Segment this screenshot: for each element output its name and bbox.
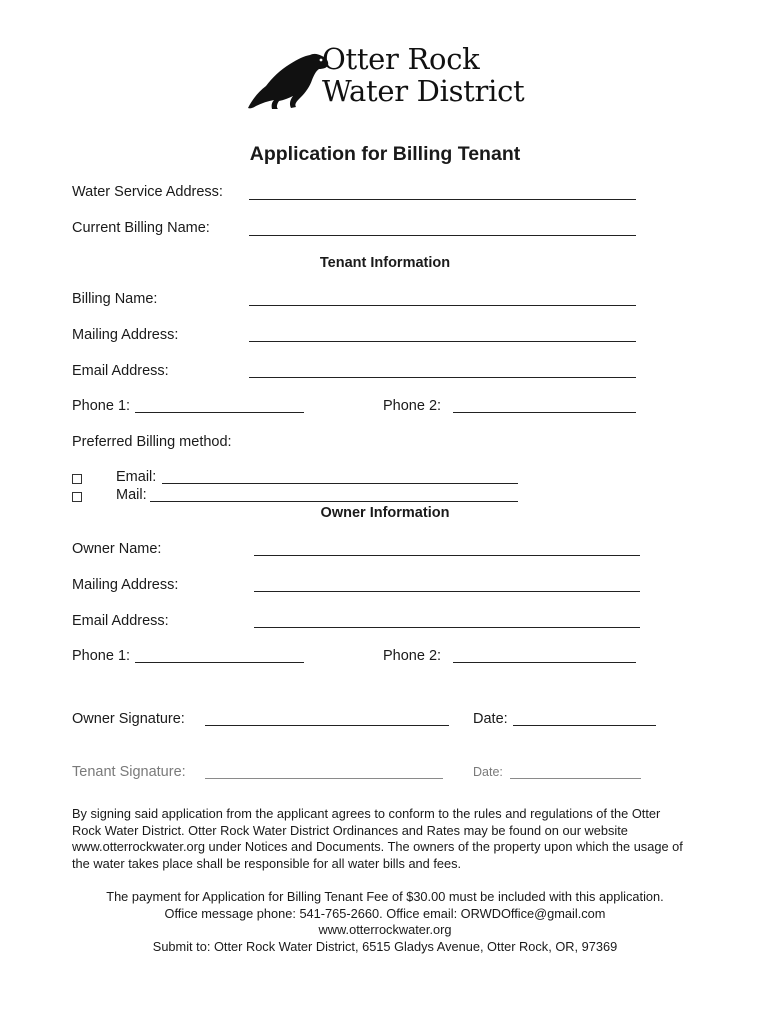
water-service-address-field[interactable] (249, 199, 636, 200)
email-option-label: Email: (116, 469, 157, 485)
tenant-billing-name-label: Billing Name: (72, 291, 158, 307)
tenant-signature-field[interactable] (205, 778, 443, 779)
owner-name-field[interactable] (254, 555, 640, 556)
mail-option-label: Mail: (116, 487, 147, 503)
owner-phone1-field[interactable] (135, 662, 304, 663)
tenant-mailing-address-label: Mailing Address: (72, 327, 179, 343)
tenant-phone1-label: Phone 1: (72, 398, 131, 414)
owner-phone2-field[interactable] (453, 662, 636, 663)
owner-email-address-label: Email Address: (72, 613, 169, 629)
owner-phone1-label: Phone 1: (72, 648, 131, 664)
tenant-billing-name-field[interactable] (249, 305, 636, 306)
tenant-phone2-label: Phone 2: (383, 398, 442, 414)
owner-mailing-address-label: Mailing Address: (72, 577, 179, 593)
tenant-phone1-field[interactable] (135, 412, 304, 413)
email-checkbox[interactable] (72, 474, 82, 484)
mail-option-field[interactable] (150, 501, 518, 502)
tenant-email-address-label: Email Address: (72, 363, 169, 379)
district-logo (244, 40, 534, 112)
current-billing-name-label: Current Billing Name: (72, 220, 210, 236)
office-contact: Office message phone: 541-765-2660. Office email: ORWDOffice@gmail.com (164, 906, 606, 921)
logo-line-2: Water District (322, 74, 525, 108)
tenant-mailing-address-field[interactable] (249, 341, 636, 342)
owner-date-label: Date: (473, 711, 508, 727)
owner-name-label: Owner Name: (72, 541, 162, 557)
otter-icon (244, 42, 330, 112)
owner-mailing-address-field[interactable] (254, 591, 640, 592)
website-link[interactable]: www.otterrockwater.org (318, 922, 452, 937)
owner-email-address-field[interactable] (254, 627, 640, 628)
tenant-date-field[interactable] (510, 778, 641, 779)
submit-address: Submit to: Otter Rock Water District, 6515 Gladys Avenue, Otter Rock, OR, 97369 (152, 939, 618, 954)
mail-checkbox[interactable] (72, 492, 82, 502)
email-option-field[interactable] (162, 483, 518, 484)
owner-date-field[interactable] (513, 725, 656, 726)
owner-phone2-label: Phone 2: (383, 648, 442, 664)
tenant-date-label: Date: (473, 765, 503, 779)
tenant-email-address-field[interactable] (249, 377, 636, 378)
agreement-paragraph: By signing said application from the applicant agrees to conform to the rules and regulations of the Otter Rock Water District. Otter Rock Water District Ordinances and Rates may be found on our website www.otterrockwater.org under Notices and Documents. The owners of the property upon which the usage of the water takes place shall be responsible for all water bills and fees. (72, 806, 683, 871)
preferred-billing-method-label: Preferred Billing method: (72, 434, 232, 450)
logo-line-1: Otter Rock (322, 42, 480, 76)
tenant-information-heading: Tenant Information (319, 255, 451, 271)
page-title: Application for Billing Tenant (249, 143, 521, 165)
tenant-phone2-field[interactable] (453, 412, 636, 413)
water-service-address-label: Water Service Address: (72, 184, 223, 200)
owner-signature-label: Owner Signature: (72, 711, 185, 727)
current-billing-name-field[interactable] (249, 235, 636, 236)
owner-signature-field[interactable] (205, 725, 449, 726)
owner-information-heading: Owner Information (320, 505, 450, 521)
fee-notice: The payment for Application for Billing Tenant Fee of $30.00 must be included with this application. (106, 889, 664, 904)
tenant-signature-label: Tenant Signature: (72, 764, 186, 780)
